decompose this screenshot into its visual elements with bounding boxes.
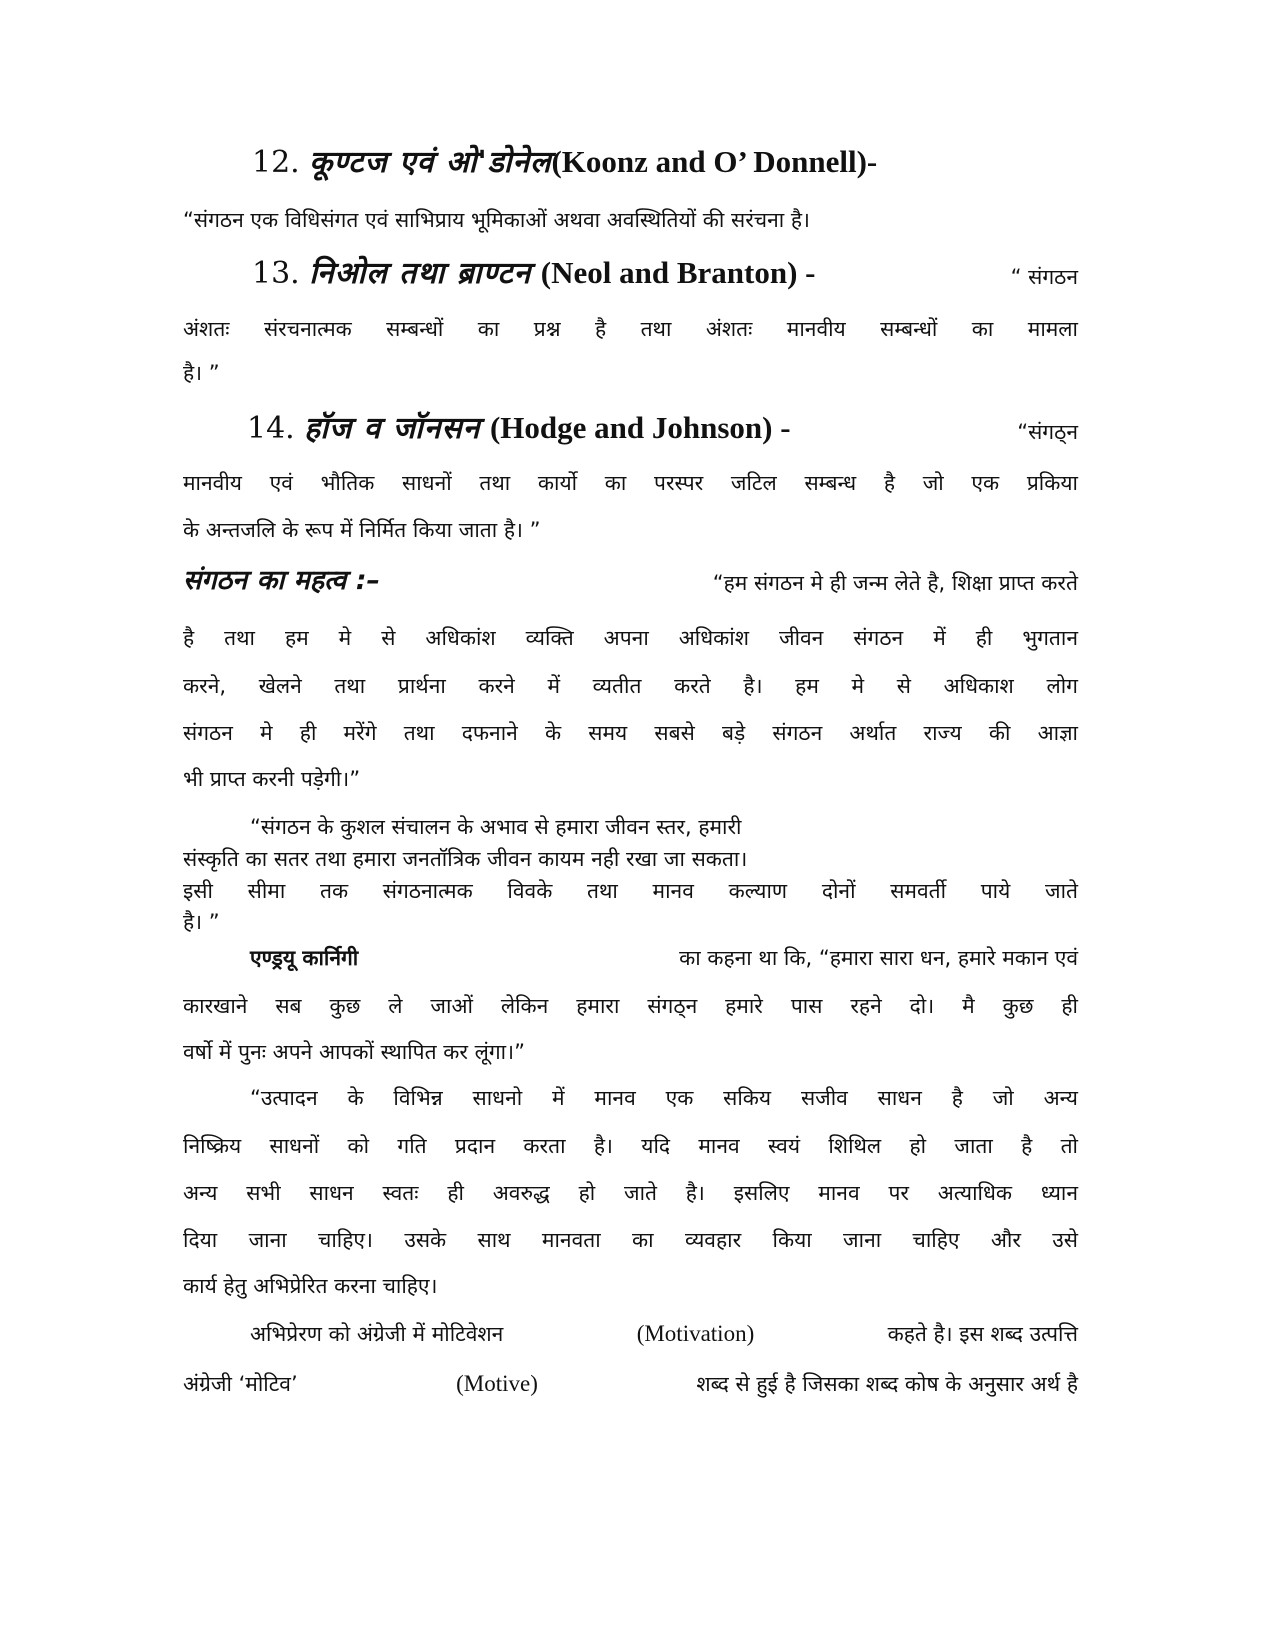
- paragraph-text: अन्य सभी साधन स्वतः ही अवरुद्ध हो जाते है। इसलिए मानव पर अत्याधिक ध्यान: [183, 1181, 1078, 1205]
- heading-english-names: (Koonz and O’ Donnell)-: [551, 144, 878, 179]
- heading-number: 13.: [252, 256, 300, 291]
- paragraph-text: करने, खेलने तथा प्रार्थना करने में व्यतीत करते है। हम मे से अधिकाश लोग: [183, 674, 1078, 698]
- quote-text: संस्कृति का सतर तथा हमारा जनतॉत्रिक जीवन कायम नही रखा जा सकता।: [183, 847, 748, 871]
- motivation-line-1: [250, 1319, 1078, 1349]
- paragraph-text: “हम संगठन मे ही जन्म लेते है, शिक्षा प्राप्त करते: [712, 571, 1078, 595]
- quote-text: “संगठन के कुशल संचालन के अभाव से हमारा जीवन स्तर, हमारी: [250, 815, 742, 839]
- heading-14: [247, 408, 1078, 449]
- definition-text: के अन्तजलि के रूप में निर्मित किया जाता है। ”: [183, 518, 541, 542]
- quote-start-text: “संगठ्न: [1017, 420, 1078, 444]
- paragraph-text: का कहना था कि, “हमारा सारा धन, हमारे मकान एवं: [679, 946, 1078, 970]
- paragraph-text: दिया जाना चाहिए। उसके साथ मानवता का व्यवहार किया जाना चाहिए और उसे: [183, 1228, 1078, 1252]
- heading-13: [252, 253, 1078, 294]
- paragraph-text: संगठन मे ही मरेंगे तथा दफनाने के समय सबसे बड़े संगठन अर्थात राज्य की आज्ञा: [183, 721, 1078, 745]
- paragraph-text: अभिप्रेरण को अंग्रेजी में मोटिवेशन: [250, 1322, 504, 1346]
- english-term: (Motivation): [636, 1321, 755, 1346]
- heading-12: [252, 142, 877, 183]
- person-name: एण्ड्रयू कार्निगी: [250, 946, 359, 970]
- heading-english-names: (Hodge and Johnson) -: [489, 410, 791, 445]
- carnegie-first-line: [250, 943, 1078, 973]
- definition-text: “संगठन एक विधिसंगत एवं साभिप्राय भूमिकाओं अथवा अवस्थितियों की सरंचना है।: [183, 208, 811, 232]
- definition-text: है। ”: [183, 361, 220, 385]
- paragraph-text: शब्द से हुई है जिसका शब्द कोष के अनुसार अर्थ है: [696, 1372, 1078, 1396]
- heading-number: 12.: [252, 145, 300, 180]
- heading-hindi-names: हॉज व जॉनसन: [304, 411, 481, 446]
- paragraph-text: कहते है। इस शब्द उत्पत्ति: [887, 1322, 1078, 1346]
- motivation-line-2: [183, 1369, 1078, 1399]
- paragraph-text: “उत्पादन के विभिन्न साधनो में मानव एक सकिय सजीव साधन है जो अन्य: [250, 1086, 1078, 1110]
- importance-first-line: [183, 566, 1078, 597]
- definition-text: मानवीय एवं भौतिक साधनों तथा कार्यो का परस्पर जटिल सम्बन्ध है जो एक प्रकिया: [183, 471, 1078, 495]
- heading-english-names: (Neol and Branton) -: [540, 255, 816, 290]
- paragraph-text: है तथा हम मे से अधिकांश व्यक्ति अपना अधिकांश जीवन संगठन में ही भुगतान: [183, 626, 1078, 650]
- english-term: (Motive): [456, 1371, 538, 1396]
- quote-start-text: “ संगठन: [1010, 265, 1078, 289]
- paragraph-text: कार्य हेतु अभिप्रेरित करना चाहिए।: [183, 1274, 438, 1298]
- paragraph-text: अंग्रेजी ‘मोटिव’: [183, 1372, 298, 1396]
- definition-text: अंशतः संरचनात्मक सम्बन्धों का प्रश्न है तथा अंशतः मानवीय सम्बन्धों का मामला: [183, 317, 1078, 341]
- paragraph-text: निष्क्रिय साधनों को गति प्रदान करता है। यदि मानव स्वयं शिथिल हो जाता है तो: [183, 1134, 1078, 1158]
- heading-number: 14.: [247, 411, 295, 446]
- paragraph-text: वर्षो में पुनः अपने आपकों स्थापित कर लूंगा।”: [183, 1040, 525, 1064]
- quote-text: है। ”: [183, 910, 220, 934]
- heading-hindi-names: निओल तथा ब्राण्टन: [309, 256, 532, 291]
- quote-text: इसी सीमा तक संगठनात्मक विवके तथा मानव कल्याण दोनों समवर्ती पाये जाते: [183, 879, 1078, 903]
- section-heading: संगठन का महत्व :–: [183, 565, 381, 596]
- paragraph-text: कारखाने सब कुछ ले जाओं लेकिन हमारा संगठ्न हमारे पास रहने दो। मै कुछ ही: [183, 994, 1078, 1018]
- heading-hindi-names: कूण्टज एवं ओ'डोनेल: [309, 145, 552, 180]
- paragraph-text: भी प्राप्त करनी पड़ेगी।”: [183, 767, 361, 791]
